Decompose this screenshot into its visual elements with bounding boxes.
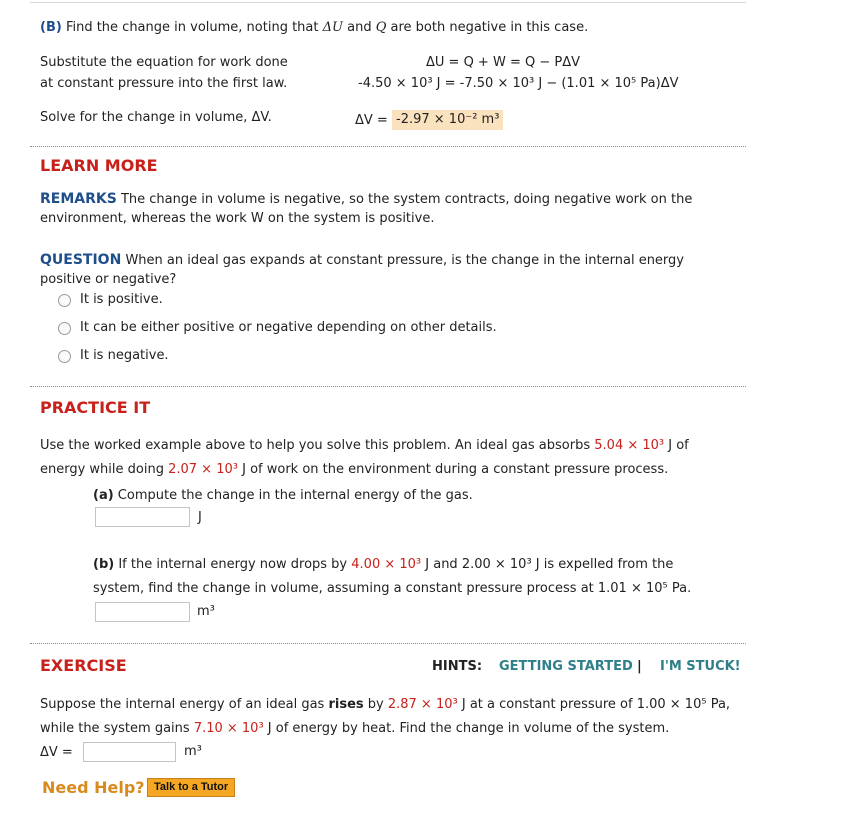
option-label-negative[interactable]: It is negative. (80, 348, 169, 363)
hints-label: HINTS: (432, 659, 483, 674)
part-b-prompt-line2: system, find the change in volume, assuming a constant pressure process at 1.01 × 10⁵ Pa. (93, 581, 692, 596)
energy-drop-value: 4.00 × 10³ (351, 557, 422, 572)
practice-part-b-label: (b) (93, 557, 115, 572)
part-b-unit: m³ (197, 604, 215, 619)
section-divider (30, 643, 746, 644)
exercise-answer-label: ΔV = (40, 745, 73, 760)
exercise-heading: EXERCISE (40, 656, 127, 675)
part-a-answer-input[interactable] (95, 507, 190, 527)
step2-text: Solve for the change in volume, ΔV. (40, 110, 272, 125)
top-divider (30, 2, 746, 3)
option-label-positive[interactable]: It is positive. (80, 292, 163, 307)
step1-line1: Substitute the equation for work done (40, 55, 288, 70)
talk-to-tutor-button[interactable]: Talk to a Tutor (147, 778, 235, 797)
practice-line2: energy while doing 2.07 × 10³ J of work on the environment during a constant pressure process. (40, 462, 669, 477)
exercise-line1: Suppose the internal energy of an ideal gas rises by 2.87 × 10³ J at a constant pressure of 1.00 × 10⁵ Pa, (40, 697, 731, 712)
need-help-label: Need Help? (42, 778, 145, 797)
heat-gained-value: 7.10 × 10³ (193, 721, 264, 736)
section-divider (30, 386, 746, 387)
part-b-answer-input[interactable] (95, 602, 190, 622)
hint-separator: | (637, 659, 642, 674)
practice-line1: Use the worked example above to help you solve this problem. An ideal gas absorbs 5.04 × 10³ J of (40, 438, 689, 453)
question-line2: positive or negative? (40, 272, 177, 287)
section-divider (30, 146, 746, 147)
equation-dv-lhs: ΔV = (355, 113, 388, 128)
radio-option-positive[interactable] (58, 294, 71, 307)
radio-option-either[interactable] (58, 322, 71, 335)
question-label: QUESTION (40, 252, 122, 268)
part-a-label: (a) (93, 488, 114, 503)
exercise-answer-input[interactable] (83, 742, 176, 762)
radio-option-negative[interactable] (58, 350, 71, 363)
practice-it-heading: PRACTICE IT (40, 398, 151, 417)
part-a-unit: J (198, 510, 202, 525)
part-b-intro: (B) Find the change in volume, noting that ΔU and Q are both negative in this case. (40, 20, 589, 35)
exercise-answer-unit: m³ (184, 744, 202, 759)
internal-energy-rise-value: 2.87 × 10³ (387, 697, 458, 712)
remarks-line2: environment, whereas the work W on the system is positive. (40, 211, 435, 226)
option-label-either[interactable]: It can be either positive or negative depending on other details. (80, 320, 497, 335)
remarks-label: REMARKS (40, 191, 117, 207)
answer-highlight: -2.97 × 10⁻² m³ (392, 110, 503, 130)
hint-im-stuck-link[interactable]: I'M STUCK! (660, 659, 741, 674)
work-value: 2.07 × 10³ (168, 462, 238, 477)
learn-more-heading: LEARN MORE (40, 156, 158, 175)
exercise-line2: while the system gains 7.10 × 10³ J of energy by heat. Find the change in volume of the system. (40, 721, 670, 736)
equation-substituted: -4.50 × 10³ J = -7.50 × 10³ J − (1.01 × 10⁵ Pa)ΔV (358, 76, 679, 91)
part-b-label: (B) (40, 20, 62, 35)
remarks-line1: REMARKS The change in volume is negative, so the system contracts, doing negative work on the (40, 191, 693, 207)
equation-first-law: ΔU = Q + W = Q − PΔV (426, 55, 580, 70)
question-line1: QUESTION When an ideal gas expands at constant pressure, is the change in the internal energy (40, 252, 684, 268)
absorbed-energy-value: 5.04 × 10³ (594, 438, 665, 453)
part-b-prompt-line1: (b) If the internal energy now drops by 4.00 × 10³ J and 2.00 × 10³ J is expelled from the (93, 557, 674, 572)
part-a-prompt: (a) Compute the change in the internal energy of the gas. (93, 488, 473, 503)
step1-line2: at constant pressure into the first law. (40, 76, 288, 91)
hint-getting-started-link[interactable]: GETTING STARTED (499, 659, 633, 674)
